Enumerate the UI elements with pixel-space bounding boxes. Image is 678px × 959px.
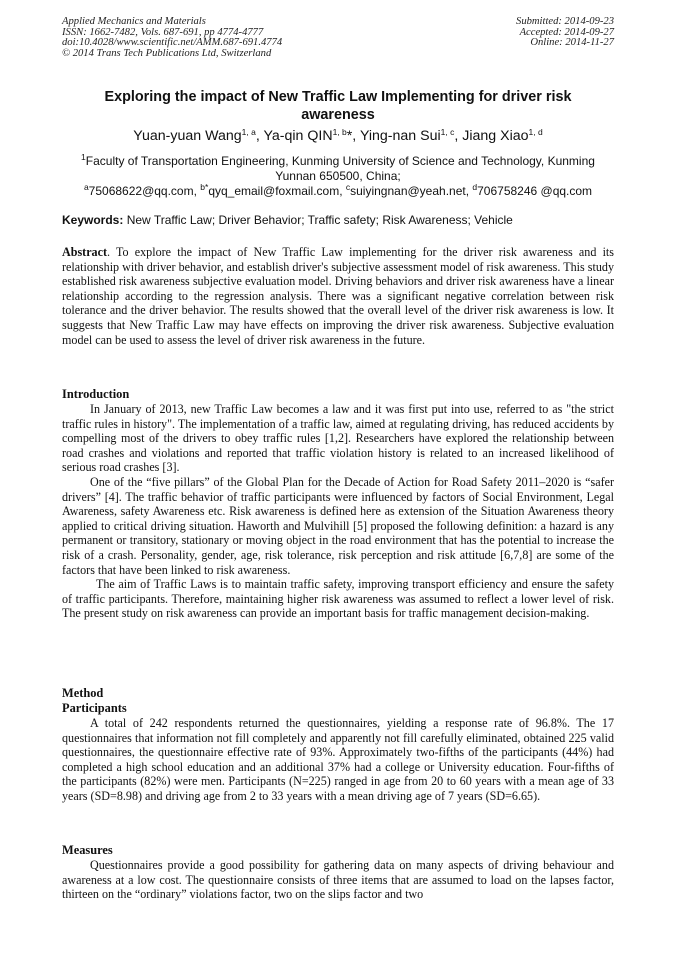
journal-name: Applied Mechanics and Materials <box>62 16 206 27</box>
author <box>263 128 359 144</box>
paper-title-line: awareness <box>301 107 375 123</box>
author-name: Ying-nan Sui <box>359 128 441 144</box>
author <box>462 128 542 144</box>
subsection-heading: Measures <box>62 843 113 857</box>
affiliation-sup: 1 <box>81 152 86 162</box>
abstract-label: Abstract <box>62 245 108 259</box>
email: 706758246 @qq.com <box>477 184 593 198</box>
dates-header <box>516 17 614 49</box>
author-separator: , <box>454 128 463 144</box>
author-list <box>62 127 614 145</box>
author-name: Yuan-yuan Wang <box>133 128 242 144</box>
author-name: Ya-qin QIN <box>263 128 333 144</box>
keywords-label: Keywords: <box>62 213 124 227</box>
paragraph: Questionnaires provide a good possibility for gathering data on many aspects of driving behaviour and awareness at a low cost. The questionnaire consists of three items that are assumed to load on the lapses factor, thirteen on the “ordinary” violations factor, two on the slips factor and two <box>62 858 614 902</box>
affiliation-line <box>62 154 614 169</box>
email-list <box>62 184 614 199</box>
abstract-text: . To explore the impact of New Traffic Law implementing for the driver risk awareness and its relationship with driver behavior, and establish driver's subjective assessment model of risk awareness. This study established risk awareness subjective evaluation model. Driving behaviors and driver risk awareness have a linear relationship according to the regression analysis. There was a significant negative correlation between risk tolerance and the driver behavior. The results showed that the overall level of the driver risk awareness is low. It suggests that New Traffic Law may have effects on improving the driver risk awareness. Subjective evaluation model can be used to assess the level of driver risk awareness in the future. <box>62 245 614 347</box>
abstract <box>62 245 614 347</box>
section-heading: Introduction <box>62 387 130 401</box>
paragraph: A total of 242 respondents returned the questionnaires, yielding a response rate of 96.8%. The 17 questionnaires that information not fill completely and apparently not fill carefully eliminated, obtained 225 valid questionnaires, the questionnaire effective rate of 93%. Approximately two-fifths of the participants (44%) had completed a high school education and an additional 37% had a college or University education. Four-fifths of the participants (82%) were men. Participants (N=225) ranged in age from 20 to 60 years with a mean age of 33 years (SD=8.98) and driving age from 2 to 33 years with a mean driving age of 7 years (SD=6.65). <box>62 716 614 803</box>
paper-title <box>62 88 614 124</box>
affiliation <box>62 154 614 184</box>
doi-line: doi:10.4028/www.scientific.net/AMM.687-691.4774 <box>62 37 283 49</box>
author <box>360 128 462 144</box>
paper-title-line: Exploring the impact of New Traffic Law Implementing for driver risk <box>104 89 572 105</box>
corresponding-star: * <box>346 128 353 144</box>
paragraph: In January of 2013, new Traffic Law becomes a law and it was first put into use, referred to as "the strict traffic rules in history". The implementation of a traffic law, aimed at regulating driving, has reduced accidents by compelling most of the drivers to obey traffic rules [1,2]. Researchers have explored the relationship between road crashes and violations and reported that traffic violation history is related to an increased likelihood of serious road crashes [3]. <box>62 402 614 475</box>
paragraph: The aim of Traffic Laws is to maintain traffic safety, improving transport efficiency and ensure the safety of traffic participants. Therefore, maintaining higher risk awareness was assumed to reflect a lower level of risk. The present study on risk awareness can provide an important basis for traffic management decision-making. <box>62 577 614 621</box>
author-sup: 1, a <box>241 127 256 137</box>
paragraph: One of the “five pillars” of the Global Plan for the Decade of Action for Road Safety 2011–2020 is “safer drivers” [4]. The traffic behavior of traffic participants were influenced by factors of Social Environment, Legal Awareness, safety Awareness etc. Risk awareness is defined here as extension of the Situation Awareness theory applied to critical driving situation. Haworth and Mulvihill [5] proposed the following definition: a hazard is any permanent or transitory, stationary or moving object in the road environment that has the potential to increase the risk of a crash. Personality, gender, age, risk tolerance, risk perception and risk attitude [6,7,8] are some of the factors that have been linked to risk awareness. <box>62 474 614 577</box>
issn-line: ISSN: 1662-7482, Vols. 687-691, pp 4774-4777 <box>62 26 264 38</box>
email-sup: c <box>345 182 351 192</box>
email-sup: a <box>83 182 89 192</box>
author-separator: , <box>352 128 360 144</box>
author-sup: 1, b <box>332 127 347 137</box>
measures-body <box>62 858 614 902</box>
email: suiyingnan@yeah.net, <box>350 184 473 198</box>
introduction-body <box>62 402 614 621</box>
author-sup: 1, c <box>440 127 455 137</box>
email-sup: d <box>472 182 478 192</box>
author-separator: , <box>255 128 264 144</box>
affiliation-text: Faculty of Transportation Engineering, Kunming University of Science and Technology, Kunming <box>85 154 595 168</box>
author <box>133 128 263 144</box>
accepted-date: Accepted: 2014-09-27 <box>519 26 614 38</box>
journal-header <box>62 17 282 59</box>
online-date: Online: 2014-11-27 <box>530 37 614 49</box>
keywords-text: New Traffic Law; Driver Behavior; Traffic safety; Risk Awareness; Vehicle <box>123 213 513 227</box>
subsection-heading: Participants <box>62 701 127 715</box>
author-name: Jiang Xiao <box>462 128 529 144</box>
author-sup: 1, d <box>528 127 543 137</box>
section-heading: Method <box>62 686 104 700</box>
keywords <box>62 213 614 228</box>
copyright-line: © 2014 Trans Tech Publications Ltd, Switzerland <box>62 47 272 59</box>
affiliation-line: Yunnan 650500, China; <box>275 169 401 183</box>
submitted-date: Submitted: 2014-09-23 <box>516 16 614 27</box>
email-sup: b* <box>200 182 209 192</box>
email: 75068622@qq.com, <box>88 184 201 198</box>
participants-body <box>62 716 614 804</box>
email: qyq_email@foxmail.com, <box>208 184 346 198</box>
